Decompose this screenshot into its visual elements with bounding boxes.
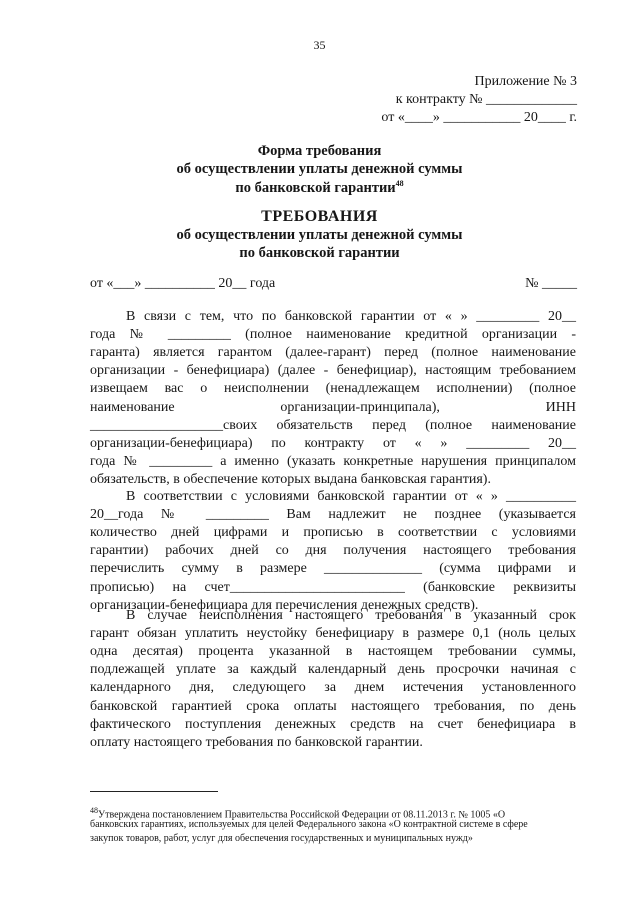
request-number: № _____ bbox=[525, 276, 577, 291]
footnote-line-2: банковских гарантиях, используемых для целей Федерального закона «О контрактной системе в сфере bbox=[90, 819, 528, 830]
footnote-text-1: Утверждена постановлением Правительства Российской Федерации от 08.11.2013 г. № 1005 «О bbox=[98, 809, 506, 821]
paragraph1-line-10: обязательств, в обеспечение которых выдана банковская гарантия). bbox=[90, 471, 491, 487]
footnote-divider bbox=[90, 791, 218, 792]
heading-line1: ТРЕБОВАНИЯ bbox=[261, 208, 378, 225]
paragraph2-line-2: 20__года № _________ Вам надлежит не позднее (указывается bbox=[90, 507, 576, 523]
footnote-ref: 48 bbox=[90, 806, 98, 815]
footnote-line-3: закупок товаров, работ, услуг для обеспечения государственных и муниципальных нужд» bbox=[90, 833, 473, 844]
form-title-text: по банковской гарантии bbox=[235, 179, 396, 196]
contract-date-line: от «____» ___________ 20____ г. bbox=[381, 110, 577, 125]
paragraph3-line-6: банковской гарантией срока оплаты настоящего требования, по день bbox=[90, 698, 576, 714]
paragraph3-line-7: фактического поступления денежных средств на счет бенефициара в bbox=[90, 716, 576, 732]
footnote-marker: 48 bbox=[395, 179, 404, 188]
paragraph3-line-4: подлежащей уплате за каждый календарный день просрочки начиная с bbox=[90, 662, 576, 678]
paragraph1-line-2: года № _________ (полное наименование кредитной организации - bbox=[90, 327, 576, 343]
form-title-line2: об осуществлении уплаты денежной суммы bbox=[176, 161, 463, 177]
form-title-line3 bbox=[0, 179, 639, 197]
paragraph2-line-7: организации-бенефициара для перечисления денежных средств). bbox=[90, 597, 479, 613]
paragraph1-line-3: гаранта) является гарантом (далее-гарант) перед (полное наименование bbox=[90, 345, 576, 361]
paragraph3-line-2: гарант обязан уплатить неустойку бенефициару в размере 0,1 (ноль целых bbox=[90, 626, 576, 642]
paragraph1-line-1: В связи с тем, что по банковской гарантии от « » _________ 20__ bbox=[126, 309, 576, 324]
paragraph2-line-5: перечислить сумму в размере ______________ (сумма цифрами и bbox=[90, 561, 576, 577]
paragraph3-line-3: одна десятая) процента указанной в настоящем требовании суммы, bbox=[90, 644, 576, 660]
paragraph1-line-5: извещаем вас о неисполнении (ненадлежащем исполнении) (полное bbox=[90, 381, 576, 397]
paragraph1-line-4: организации - бенефициара) (далее - бенефициар), настоящим требованием bbox=[90, 363, 576, 379]
appendix-label: Приложение № 3 bbox=[474, 74, 577, 89]
paragraph1-line-8: организации-бенефициара) по контракту от « » _________ 20__ bbox=[90, 435, 576, 451]
paragraph1-line-9: года № _________ а именно (указать конкретные нарушения принципалом bbox=[90, 453, 576, 469]
contract-number-line: к контракту № _____________ bbox=[395, 92, 577, 107]
heading-line2: об осуществлении уплаты денежной суммы bbox=[176, 227, 463, 243]
paragraph2-line-6: прописью) на счет_________________________ (банковские реквизиты bbox=[90, 579, 576, 595]
paragraph3-line-5: календарного дня, следующего за днем истечения установленного bbox=[90, 680, 576, 696]
page-number: 35 bbox=[313, 38, 326, 52]
paragraph2-line-1: В соответствии с условиями банковской гарантии от « » __________ bbox=[126, 489, 576, 504]
paragraph2-line-3: количество дней цифрами и прописью в соответствии с условиями bbox=[90, 525, 576, 541]
paragraph1-line-7: ___________________своих обязательств перед (полное наименование bbox=[90, 417, 576, 433]
paragraph3-line-8: оплату настоящего требования по банковской гарантии. bbox=[90, 734, 423, 750]
paragraph1-line-6: наименование организации-принципала), ИНН bbox=[90, 399, 576, 415]
paragraph2-line-4: гарантии) рабочих дней со дня получения настоящего требования bbox=[90, 543, 576, 559]
heading-line3: по банковской гарантии bbox=[239, 245, 400, 261]
paragraph3-line-1: В случае неисполнения настоящего требования в указанный срок bbox=[126, 608, 576, 623]
form-title-line1: Форма требования bbox=[257, 143, 382, 159]
request-date: от «___» __________ 20__ года bbox=[90, 276, 276, 291]
